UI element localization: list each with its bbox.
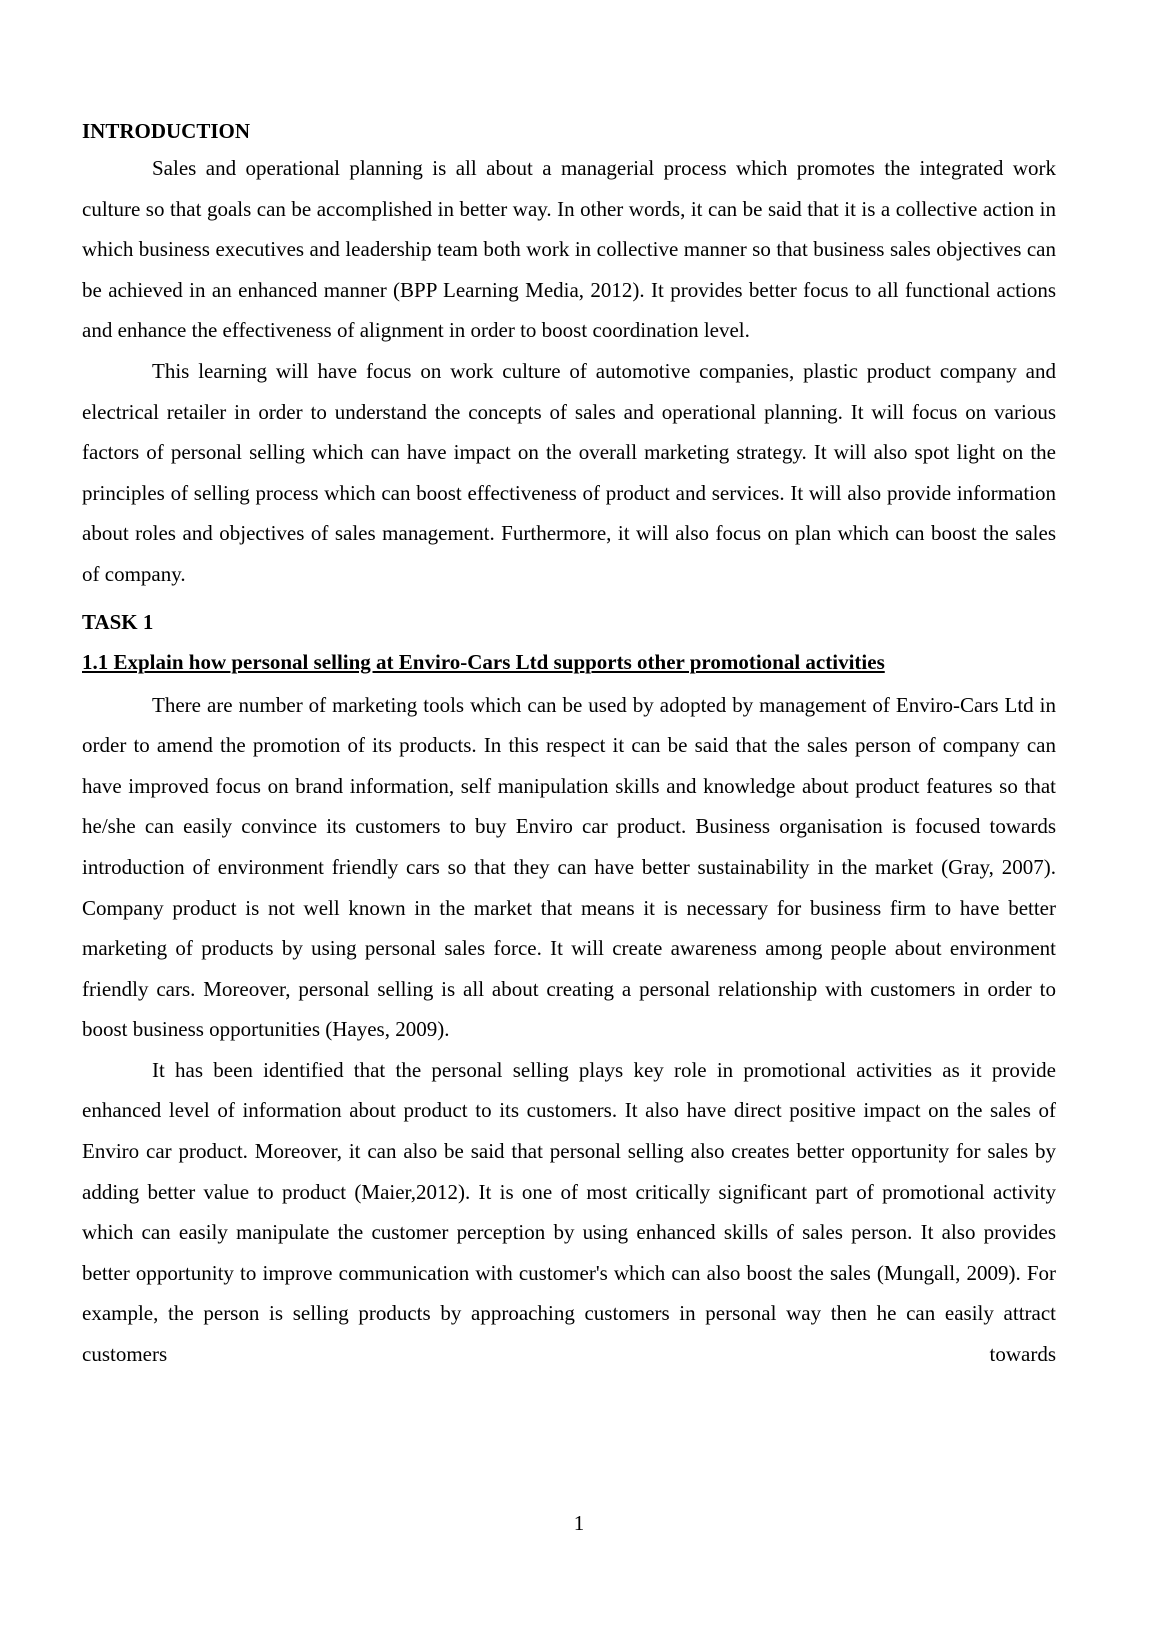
page-number: 1 [573,1511,585,1535]
task-heading: TASK 1 [82,609,154,634]
section-paragraph-1: There are number of marketing tools which can be used by adopted by management of Enviro-Cars Ltd in order to amend the promotion of its products. In this respect it can be said that the sales person of company can have improved focus on brand information, self manipulation skills and knowledge about product features so that he/she can easily convince its customers to buy Enviro car product. Business organisation is focused towards introduction of environment friendly cars so that they can have better sustainability in the market (Gray, 2007). Company product is not well known in the market that means it is necessary for business firm to have better marketing of products by using personal sales force. It will create awareness among people about environment friendly cars. Moreover, personal selling is all about creating a personal relationship with customers in order to boost business opportunities (Hayes, 2009). [82,692,1056,1042]
section-heading: 1.1 Explain how personal selling at Enviro-Cars Ltd supports other promotional activities [82,649,885,674]
document-page [82,118,1056,1375]
intro-paragraph-1: Sales and operational planning is all about a managerial process which promotes the integrated work culture so that goals can be accomplished in better way. In other words, it can be said that it is a collective action in which business executives and leadership team both work in collective manner so that business sales objectives can be achieved in an enhanced manner (BPP Learning Media, 2012). It provides better focus to all functional actions and enhance the effectiveness of alignment in order to boost coordination level. [82,156,1056,343]
section-paragraph-2: It has been identified that the personal selling plays key role in promotional activities as it provide enhanced level of information about product to its customers. It also have direct positive impact on the sales of Enviro car product. Moreover, it can also be said that personal selling also creates better opportunity for sales by adding better value to product (Maier,2012). It is one of most critically significant part of promotional activity which can easily manipulate the customer perception by using enhanced skills of sales person. It also provides better opportunity to improve communication with customer's which can also boost the sales (Mungall, 2009). For example, the person is selling products by approaching customers in personal way then he can easily attract customers towards [82,1057,1056,1367]
intro-paragraph-2: This learning will have focus on work culture of automotive companies, plastic product company and electrical retailer in order to understand the concepts of sales and operational planning. It will focus on various factors of personal selling which can have impact on the overall marketing strategy. It will also spot light on the principles of selling process which can boost effectiveness of product and services. It will also provide information about roles and objectives of sales management. Furthermore, it will also focus on plan which can boost the sales of company. [82,358,1056,586]
introduction-heading: INTRODUCTION [82,119,251,143]
